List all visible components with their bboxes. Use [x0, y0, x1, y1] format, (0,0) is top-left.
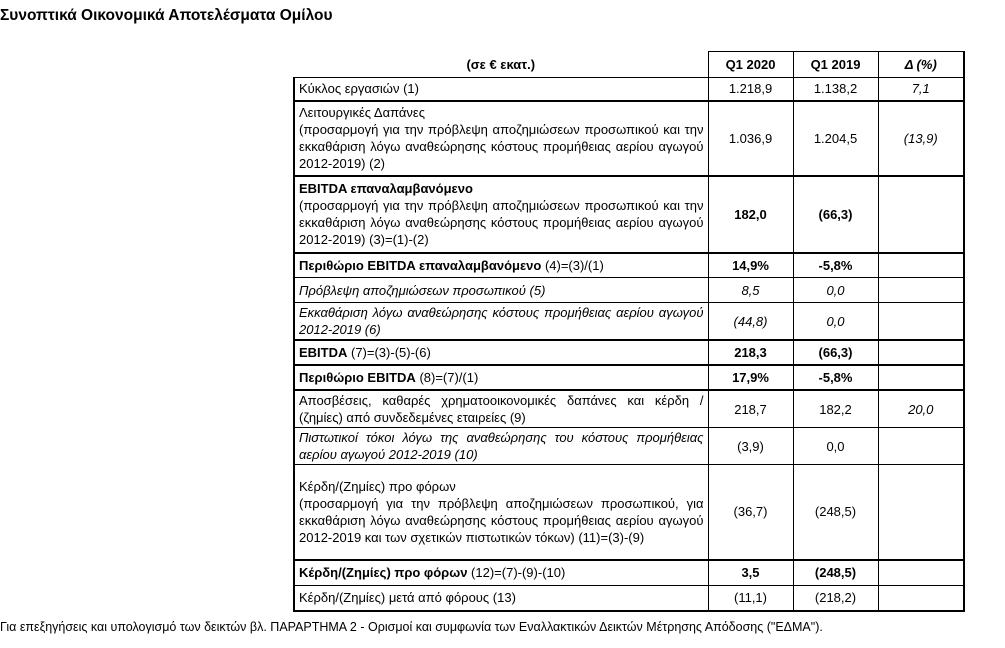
q1-2019-value: 0,0	[793, 428, 878, 465]
delta-value	[878, 303, 964, 341]
q1-2020-value: 17,9%	[708, 365, 793, 390]
row-label-rest: (προσαρμογή για την πρόβλεψη αποζημιώσεων προσωπικού και την εκκαθάριση λόγω αναθεώρησης κόστους προμήθειας αερίου αγωγού 2012-2019) (2)	[299, 122, 704, 171]
delta-value: 7,1	[878, 78, 964, 101]
row-label-rest: (προσαρμογή για την πρόβλεψη αποζημιώσεων προσωπικού και την εκκαθάριση λόγω αναθεώρησης κόστους προμήθειας αερίου αγωγού 2012-2019) (3)=(1)-(2)	[299, 198, 704, 247]
table-row	[294, 586, 964, 611]
col-header-q1-2019: Q1 2019	[793, 52, 878, 78]
row-label-cell	[294, 465, 708, 560]
row-label-strong: EBITDA	[299, 345, 348, 360]
financial-results-table	[293, 51, 965, 612]
row-label-cell	[294, 560, 708, 586]
q1-2019-value: (66,3)	[793, 176, 878, 253]
table-row	[294, 365, 964, 390]
financial-results-table-wrap	[293, 51, 965, 612]
q1-2020-value: 8,5	[708, 278, 793, 303]
row-label-rest: (12)=(7)-(9)-(10)	[467, 565, 566, 581]
q1-2019-value: 0,0	[793, 303, 878, 341]
delta-value	[878, 340, 964, 365]
delta-value	[878, 465, 964, 560]
row-label-rest: (7)=(3)-(5)-(6)	[347, 345, 431, 360]
row-label-cell: Αποσβέσεις, καθαρές χρηματοοικονομικές δαπάνες και κέρδη / (ζημίες) από συνδεδεμένες εταιρείες (9)	[294, 390, 708, 428]
q1-2019-value: 1.204,5	[793, 101, 878, 176]
table-row	[294, 278, 964, 303]
row-label-cell: Κύκλος εργασιών (1)	[294, 78, 708, 101]
table-row	[294, 560, 964, 586]
delta-value: 20,0	[878, 390, 964, 428]
delta-value	[878, 253, 964, 278]
q1-2020-value: 1.036,9	[708, 101, 793, 176]
q1-2019-value: 0,0	[793, 278, 878, 303]
header-row	[294, 52, 964, 78]
q1-2020-value: 218,7	[708, 390, 793, 428]
row-label-line1: EBITDA επαναλαμβανόμενο	[299, 181, 473, 196]
page-title: Συνοπτικά Οικονομικά Αποτελέσματα Ομίλου	[0, 7, 333, 24]
table-row	[294, 176, 964, 253]
row-label-line1: Λειτουργικές Δαπάνες	[299, 105, 425, 120]
row-label-cell: Εκκαθάριση λόγω αναθεώρησης κόστους προμήθειας αερίου αγωγού 2012-2019 (6)	[294, 303, 708, 341]
table-row	[294, 390, 964, 428]
q1-2020-value: (36,7)	[708, 465, 793, 560]
table-row	[294, 101, 964, 176]
delta-value	[878, 560, 964, 586]
table-row	[294, 340, 964, 365]
table-row	[294, 428, 964, 465]
q1-2020-value: (3,9)	[708, 428, 793, 465]
delta-value: (13,9)	[878, 101, 964, 176]
q1-2020-value: 218,3	[708, 340, 793, 365]
delta-value	[878, 365, 964, 390]
q1-2020-value: 1.218,9	[708, 78, 793, 101]
q1-2019-value: 1.138,2	[793, 78, 878, 101]
table-row	[294, 78, 964, 101]
q1-2020-value: 14,9%	[708, 253, 793, 278]
q1-2019-value: -5,8%	[793, 365, 878, 390]
row-label-cell: Κέρδη/(Ζημίες) μετά από φόρους (13)	[294, 586, 708, 611]
row-label-cell	[294, 365, 708, 390]
table-row	[294, 253, 964, 278]
q1-2020-value: (44,8)	[708, 303, 793, 341]
col-header-q1-2020: Q1 2020	[708, 52, 793, 78]
q1-2019-value: -5,8%	[793, 253, 878, 278]
q1-2019-value: (248,5)	[793, 465, 878, 560]
row-label-cell: Πιστωτικοί τόκοι λόγω της αναθεώρησης του κόστους προμήθειας αερίου αγωγού 2012-2019 (10)	[294, 428, 708, 465]
delta-value	[878, 586, 964, 611]
row-label-cell	[294, 340, 708, 365]
table-row	[294, 303, 964, 341]
q1-2019-value: (218,2)	[793, 586, 878, 611]
row-label-cell	[294, 101, 708, 176]
row-label-rest: (8)=(7)/(1)	[415, 370, 479, 385]
delta-value	[878, 428, 964, 465]
row-label-strong: Περιθώριο EBITDA	[299, 370, 416, 385]
col-header-units: (σε € εκατ.)	[294, 52, 708, 78]
row-label-cell	[294, 253, 708, 278]
delta-value	[878, 176, 964, 253]
q1-2019-value: 182,2	[793, 390, 878, 428]
delta-value	[878, 278, 964, 303]
q1-2020-value: (11,1)	[708, 586, 793, 611]
row-label-cell: Πρόβλεψη αποζημιώσεων προσωπικού (5)	[294, 278, 708, 303]
q1-2019-value: (66,3)	[793, 340, 878, 365]
table-row	[294, 465, 964, 560]
row-label-strong: Κέρδη/(Ζημίες) προ φόρων	[299, 565, 468, 581]
row-label-rest: (προσαρμογή για την πρόβλεψη αποζημιώσεων προσωπικού, για εκκαθάριση λόγω αναθεώρησης κόστους προμήθειας αερίου αγωγού 2012-2019 και των σχετικών πιστωτικών τόκων) (11)=(3)-(9)	[299, 495, 704, 545]
row-label-line1: Κέρδη/(Ζημίες) προ φόρων	[299, 478, 456, 494]
row-label-strong: Περιθώριο EBITDA επαναλαμβανόμενο	[299, 257, 542, 273]
col-header-delta: Δ (%)	[878, 52, 964, 78]
row-label-rest: (4)=(3)/(1)	[541, 257, 604, 273]
q1-2019-value: (248,5)	[793, 560, 878, 586]
row-label-cell	[294, 176, 708, 253]
footnote: Για επεξηγήσεις και υπολογισμό των δεικτών βλ. ΠΑΡΑΡΤΗΜΑ 2 - Ορισμοί και συμφωνία των Εναλλακτικών Δεικτών Μέτρησης Απόδοσης ("ΕΔΜΑ").	[0, 620, 823, 634]
q1-2020-value: 182,0	[708, 176, 793, 253]
q1-2020-value: 3,5	[708, 560, 793, 586]
